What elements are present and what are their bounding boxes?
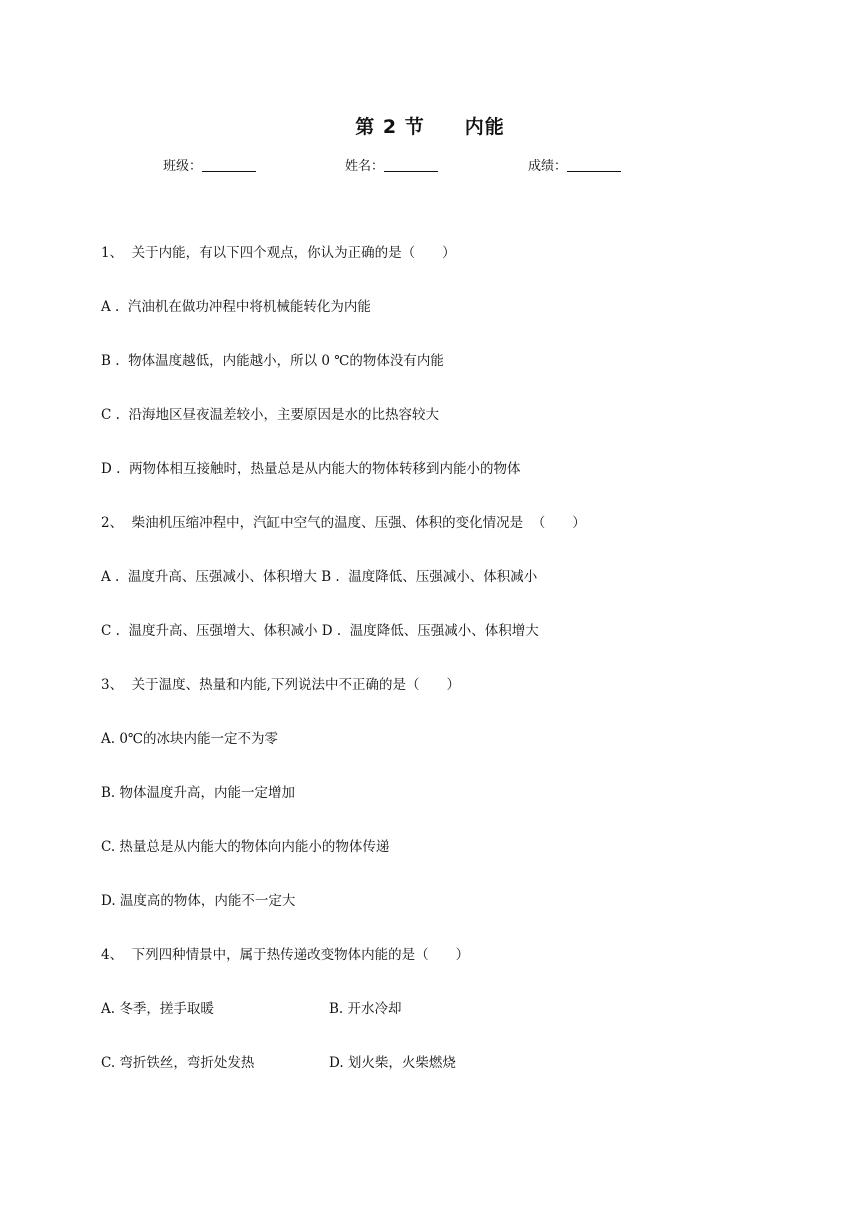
question-1-stem: 1、 关于内能，有以下四个观点，你认为正确的是（ ）: [101, 245, 456, 261]
name-blank: [384, 158, 438, 172]
name-label: 姓名：: [345, 159, 385, 174]
question-1-option-a: A . 汽油机在做功冲程中将机械能转化为内能: [101, 299, 371, 315]
class-field: [163, 155, 256, 174]
page-title: 第 2 节 内能: [355, 116, 505, 138]
question-3-stem: 3、 关于温度、热量和内能,下列说法中不正确的是（ ）: [101, 677, 460, 693]
class-blank: [202, 158, 256, 172]
question-1-option-b: B . 物体温度越低，内能越小，所以 0 ℃的物体没有内能: [101, 353, 444, 369]
question-2-options-ab: A . 温度升高、压强减小、体积增大 B . 温度降低、压强减小、体积减小: [101, 569, 538, 585]
question-2-stem: 2、 柴油机压缩冲程中，汽缸中空气的温度、压强、体积的变化情况是 （ ）: [101, 515, 586, 531]
question-4-stem: 4、 下列四种情景中，属于热传递改变物体内能的是（ ）: [101, 947, 470, 963]
question-2-options-cd: C . 温度升高、压强增大、体积减小 D . 温度降低、压强减小、体积增大: [101, 623, 539, 639]
question-4-option-b: B. 开水冷却: [329, 1001, 402, 1017]
name-field: [345, 155, 438, 174]
question-4-option-c: C. 弯折铁丝，弯折处发热: [101, 1055, 255, 1071]
score-field: [528, 155, 621, 174]
question-3-option-a: A. 0℃的冰块内能一定不为零: [101, 731, 279, 747]
question-3-option-c: C. 热量总是从内能大的物体向内能小的物体传递: [101, 839, 390, 855]
question-4-option-a: A. 冬季，搓手取暖: [101, 1001, 214, 1017]
question-4-option-d: D. 划火柴，火柴燃烧: [329, 1055, 456, 1071]
score-blank: [567, 158, 621, 172]
score-label: 成绩：: [528, 159, 568, 174]
question-1-option-d: D . 两物体相互接触时，热量总是从内能大的物体转移到内能小的物体: [101, 461, 521, 477]
question-3-option-b: B. 物体温度升高，内能一定增加: [101, 785, 296, 801]
question-1-option-c: C . 沿海地区昼夜温差较小，主要原因是水的比热容较大: [101, 407, 439, 423]
question-3-option-d: D. 温度高的物体，内能不一定大: [101, 893, 296, 909]
class-label: 班级：: [163, 159, 203, 174]
